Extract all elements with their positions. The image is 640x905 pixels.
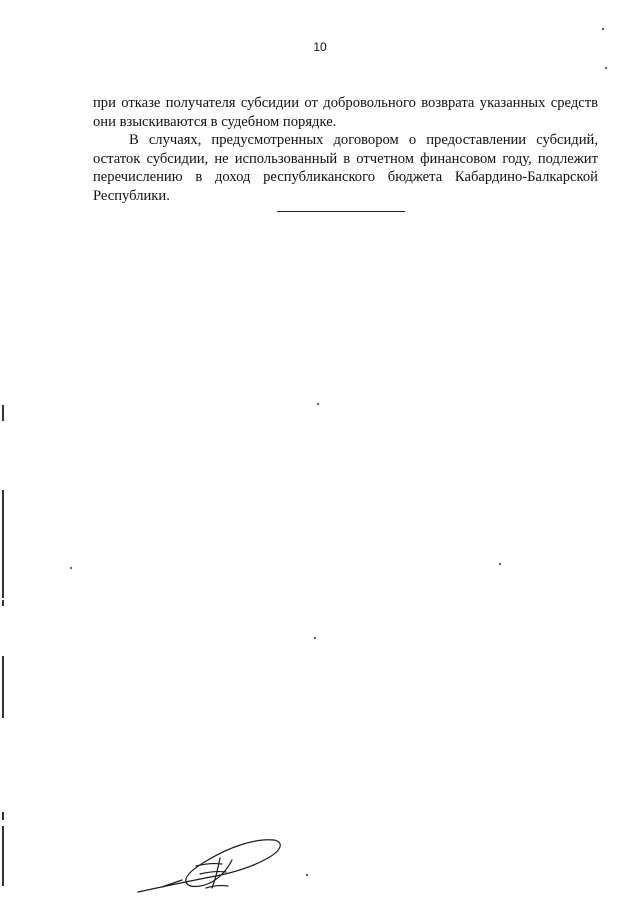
scan-margin-line: [2, 812, 4, 820]
handwritten-signature: [136, 830, 286, 894]
document-body: [93, 94, 598, 205]
page-number: 10: [313, 40, 327, 54]
scan-speck: [499, 563, 501, 565]
scan-margin-line: [2, 826, 4, 886]
paragraph-remaining-subsidy: В случаях, предусмотренных договором о предоставлении субсидий, остаток субсидии, не использованный в отчетном финансовом году, подлежит перечислению в доход республиканского бюджета Кабардино-Балкарской Республики.: [93, 132, 598, 204]
scan-margin-line: [2, 656, 4, 718]
scan-margin-line: [2, 405, 4, 421]
scan-speck: [70, 567, 72, 569]
paragraph-continuation: при отказе получателя субсидии от добровольного возврата указанных средств они взыскиваются в судебном порядке.: [93, 95, 598, 130]
end-of-text-separator: [277, 211, 405, 212]
scan-margin-line: [2, 600, 4, 606]
scan-speck: [602, 28, 604, 30]
scan-margin-line: [2, 490, 4, 598]
scan-speck: [317, 403, 319, 405]
scan-speck: [605, 67, 607, 69]
scan-speck: [314, 637, 316, 639]
scan-speck: [306, 874, 308, 876]
